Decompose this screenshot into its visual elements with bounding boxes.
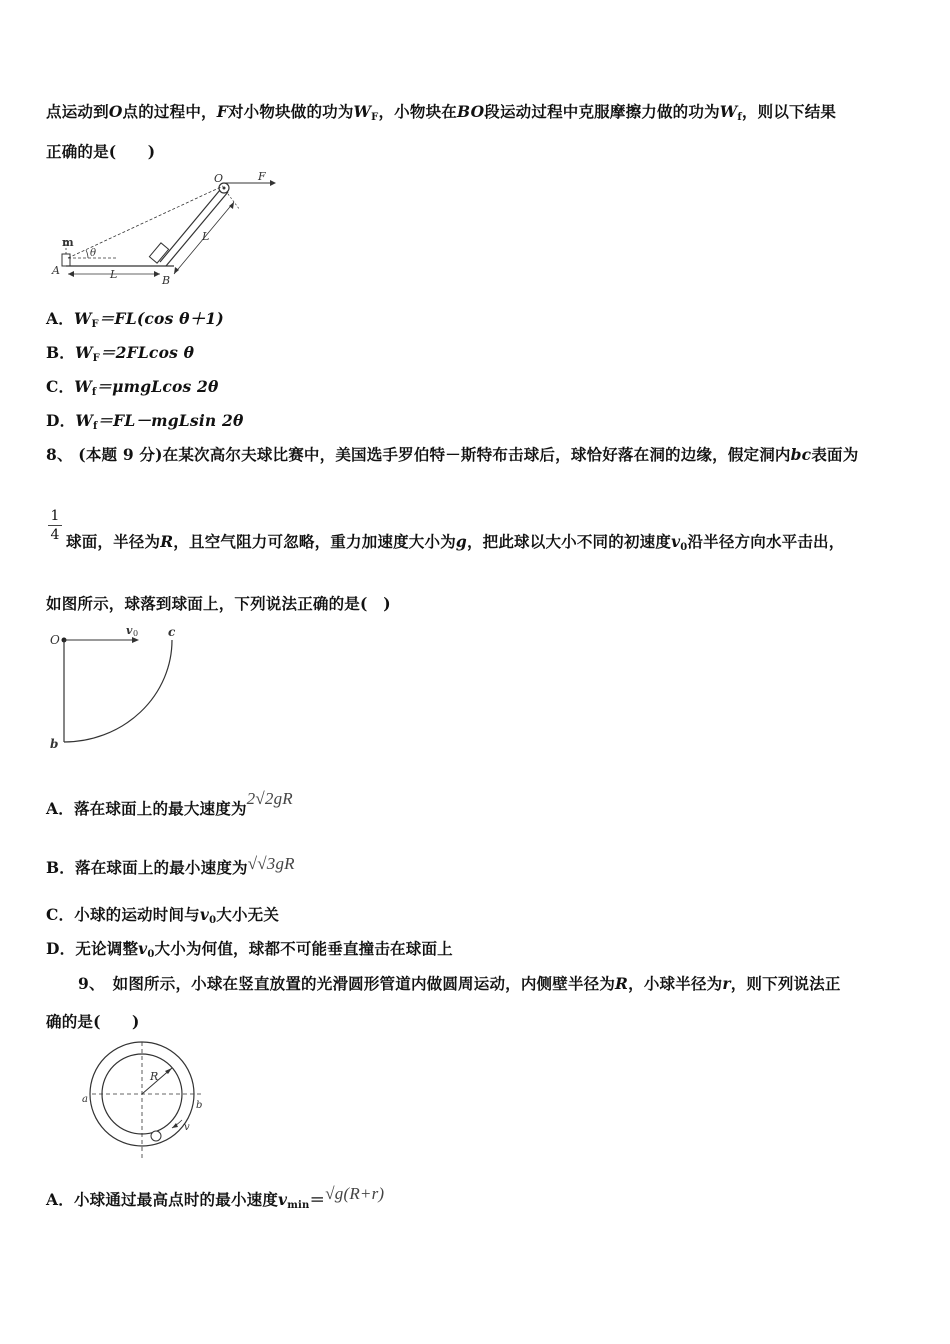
- label-a: a: [82, 1094, 88, 1105]
- formula: √g(R+r): [325, 1184, 385, 1203]
- expr: ＝2FLcos θ: [99, 343, 195, 362]
- var-O: O: [108, 102, 123, 121]
- text: ，则下列说法正: [730, 974, 841, 993]
- question-number: 9、: [78, 974, 97, 993]
- expr: ＝μmgLcos 2θ: [96, 377, 219, 396]
- label-m: m: [62, 236, 74, 249]
- label-A: A: [52, 264, 60, 277]
- sub: min: [287, 1200, 310, 1211]
- label-b: b: [196, 1100, 203, 1111]
- text: ，则以下结果: [741, 102, 837, 121]
- label-v0-sub: 0: [133, 629, 139, 638]
- expr: ＝FL(cos θ＋1): [98, 309, 224, 328]
- var-W: W: [353, 102, 372, 121]
- option-mark: B．: [46, 858, 76, 877]
- option-mark: C．: [46, 377, 75, 396]
- sub: 0: [680, 542, 688, 553]
- q7-stem-line2: [46, 140, 155, 162]
- expr: ＝FL－mgLsin 2θ: [97, 411, 244, 430]
- q9-figure: [78, 1040, 218, 1162]
- var-W: W: [73, 309, 92, 328]
- text: ，且空气阻力可忽略，重力加速度大小为: [173, 532, 456, 551]
- option-mark: B．: [46, 343, 76, 362]
- var-BO: BO: [456, 102, 485, 121]
- q7-option-b: [46, 341, 194, 364]
- q8-option-b: [46, 856, 295, 878]
- label-B: B: [162, 274, 171, 287]
- var-W: W: [719, 102, 738, 121]
- var-v: v: [199, 905, 210, 924]
- label-c: c: [168, 625, 176, 639]
- fraction-bar: [48, 525, 62, 526]
- q8-option-c: [46, 903, 279, 926]
- label-v0: v: [126, 624, 133, 637]
- var-g: g: [455, 532, 467, 551]
- text: 球面，半径为: [66, 532, 161, 551]
- sub: 0: [209, 915, 217, 926]
- text: (本题 9 分)在某次高尔夫球比赛中，美国选手罗伯特－斯特布击球后，球恰好落在洞的边缘，假定洞内: [72, 445, 791, 464]
- text: ，把此球以大小不同的初速度: [466, 532, 672, 551]
- sub: f: [92, 421, 98, 432]
- text: 表面为: [811, 445, 859, 464]
- label-F: F: [258, 170, 266, 183]
- var-R: R: [160, 532, 174, 551]
- q8-figure: [46, 624, 196, 754]
- q7-stem-line1: [46, 100, 836, 123]
- fraction-one-quarter: [48, 508, 62, 543]
- label-R: R: [150, 1070, 159, 1083]
- text: 段运动过程中克服摩擦力做的功为: [484, 102, 720, 121]
- option-mark: C．: [46, 905, 75, 924]
- option-mark: D．: [46, 411, 76, 430]
- option-mark: A．: [46, 309, 74, 328]
- text: 沿半径方向水平击出，: [687, 532, 845, 551]
- q8-stem-line1: [46, 443, 858, 465]
- label-O: O: [214, 172, 224, 185]
- option-mark: D．: [46, 939, 76, 958]
- q8-option-d: [46, 937, 453, 960]
- text: ，小物块在: [378, 102, 457, 121]
- label-theta: θ: [90, 248, 97, 259]
- var-v: v: [138, 939, 148, 958]
- q9-stem-line2: [46, 1010, 140, 1032]
- text: 大小为何值，球都不可能垂直撞击在球面上: [154, 939, 453, 958]
- equals: ＝: [309, 1190, 326, 1209]
- sub: f: [91, 387, 97, 398]
- text: 小球通过最高点时的最小速度: [73, 1190, 279, 1209]
- text: 落在球面上的最小速度为: [75, 858, 248, 877]
- text: 正确的是( ): [46, 142, 156, 161]
- formula: √√3gR: [247, 854, 295, 873]
- option-mark: A．: [46, 799, 74, 818]
- q7-option-c: [46, 375, 219, 398]
- q9-stem-line1: [78, 972, 841, 994]
- text: 大小无关: [216, 905, 280, 924]
- var-R: R: [615, 974, 629, 993]
- text: 落在球面上的最大速度为: [73, 799, 247, 818]
- label-L-ground: L: [110, 268, 118, 281]
- label-L-rod: L: [202, 230, 210, 243]
- sub: F: [92, 353, 100, 364]
- q7-figure: [48, 170, 288, 290]
- q8-option-a: [46, 789, 293, 819]
- sub: 0: [147, 949, 155, 960]
- q8-stem-line3: [46, 592, 391, 614]
- label-b: b: [50, 737, 59, 751]
- var-W: W: [74, 377, 92, 396]
- text: ，小球半径为: [628, 974, 723, 993]
- text: 点运动到: [46, 102, 109, 121]
- sub: f: [737, 112, 742, 123]
- fraction-denominator: 4: [50, 527, 60, 543]
- formula: 2√2gR: [246, 789, 293, 808]
- q7-option-d: [46, 409, 244, 432]
- text: 确的是( ): [46, 1012, 140, 1031]
- option-mark: A．: [46, 1190, 74, 1209]
- q9-option-a: [46, 1184, 385, 1211]
- var-v: v: [671, 532, 681, 551]
- var-W: W: [75, 343, 93, 362]
- var-v: v: [278, 1190, 288, 1209]
- fraction-numerator: 1: [50, 508, 60, 524]
- text: 如图所示，球落到球面上，下列说法正确的是( ): [46, 594, 391, 613]
- var-bc: bc: [790, 445, 812, 464]
- text: 点的过程中，: [122, 102, 217, 121]
- var-r: r: [722, 974, 731, 993]
- sub: F: [371, 112, 379, 123]
- text: 无论调整: [75, 939, 139, 958]
- label-v: v: [184, 1122, 190, 1133]
- var-W: W: [75, 411, 93, 430]
- sub: F: [91, 319, 99, 330]
- label-O: O: [50, 633, 60, 647]
- text: 小球的运动时间与: [74, 905, 200, 924]
- var-F: F: [216, 102, 228, 121]
- text: 如图所示，小球在竖直放置的光滑圆形管道内做圆周运动，内侧壁半径为: [96, 974, 616, 993]
- text: 对小物块做的功为: [227, 102, 354, 121]
- q7-option-a: [46, 307, 224, 330]
- question-number: 8、: [46, 445, 73, 464]
- q8-stem-line2: [66, 530, 844, 553]
